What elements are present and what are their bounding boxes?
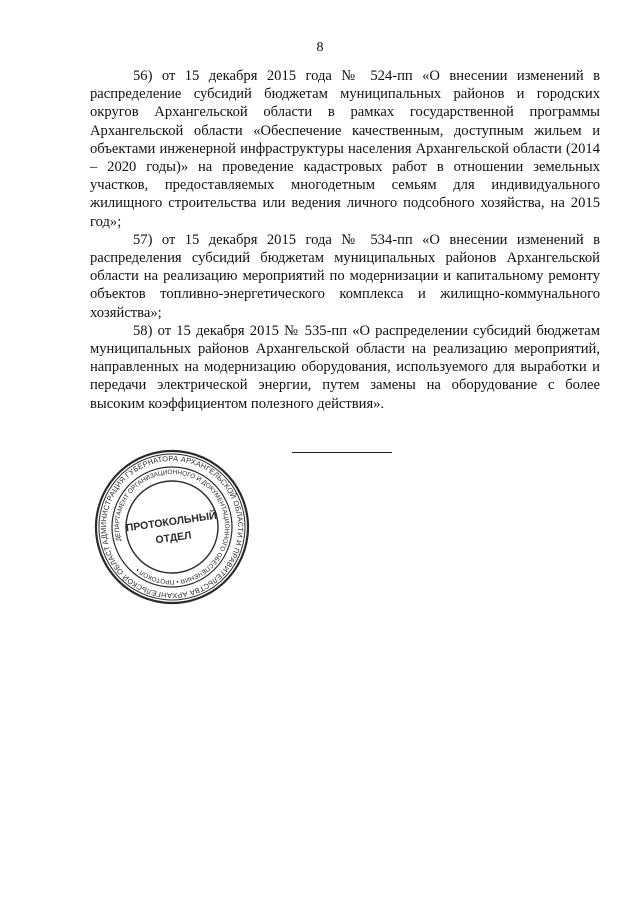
page-number: 8 — [316, 40, 324, 55]
list-item-57: 57) от 15 декабря 2015 года № 534-пп «О внесении изменений в распределения субсидий бюджетам муниципальных районов Архангельской области на реализацию мероприятий по модернизации и капитальному ремонту объектов топливно-энергетического комплекса и жилищно-коммунального хозяйства»; — [90, 231, 600, 321]
stamp-center-line2: ОТДЕЛ — [154, 529, 193, 547]
list-item-58: 58) от 15 декабря 2015 № 535-пп «О распределении субсидий бюджетам муниципальных районов Архангельской области на реализацию мероприятий, направленных на модернизацию оборудования, используемого для выработки и передачи электрической энергии, путем замены на оборудование с более высоким коэффициентом полезного действия». — [90, 322, 600, 412]
official-stamp — [92, 447, 252, 607]
document-body — [90, 67, 600, 413]
stamp-middle-text: ДЕПАРТАМЕНТ ОРГАНИЗАЦИОННОГО И ДОКУМЕНТАЦИОННОГО ОБЕСПЕЧЕНИЯ • ПРОТОКОЛ • — [113, 468, 231, 586]
stamp-center-line1: ПРОТОКОЛЬНЫЙ — [125, 509, 218, 535]
list-item-56: 56) от 15 декабря 2015 года № 524-пп «О внесении изменений в распределение субсидий бюджетам муниципальных районов и городских округов Архангельской области в рамках государственной программы Архангельской области «Обеспечение качественным, доступным жильем и объектами инженерной инфраструктуры населения Архангельской области (2014 – 2020 годы)» на проведение кадастровых работ в отношении земельных участков, предоставляемых многодетным семьям для индивидуального жилищного строительства или ведения личного подсобного хозяйства, на 2015 год»; — [90, 68, 600, 230]
stamp-outer-text: АДМИНИСТРАЦИЯ ГУБЕРНАТОРА АРХАНГЕЛЬСКОЙ ОБЛАСТИ И ПРАВИТЕЛЬСТВА АРХАНГЕЛЬСКОЙ ОБЛАСТИ — [98, 453, 246, 601]
separator-line — [292, 452, 392, 453]
stamp-seal-icon — [92, 447, 252, 607]
